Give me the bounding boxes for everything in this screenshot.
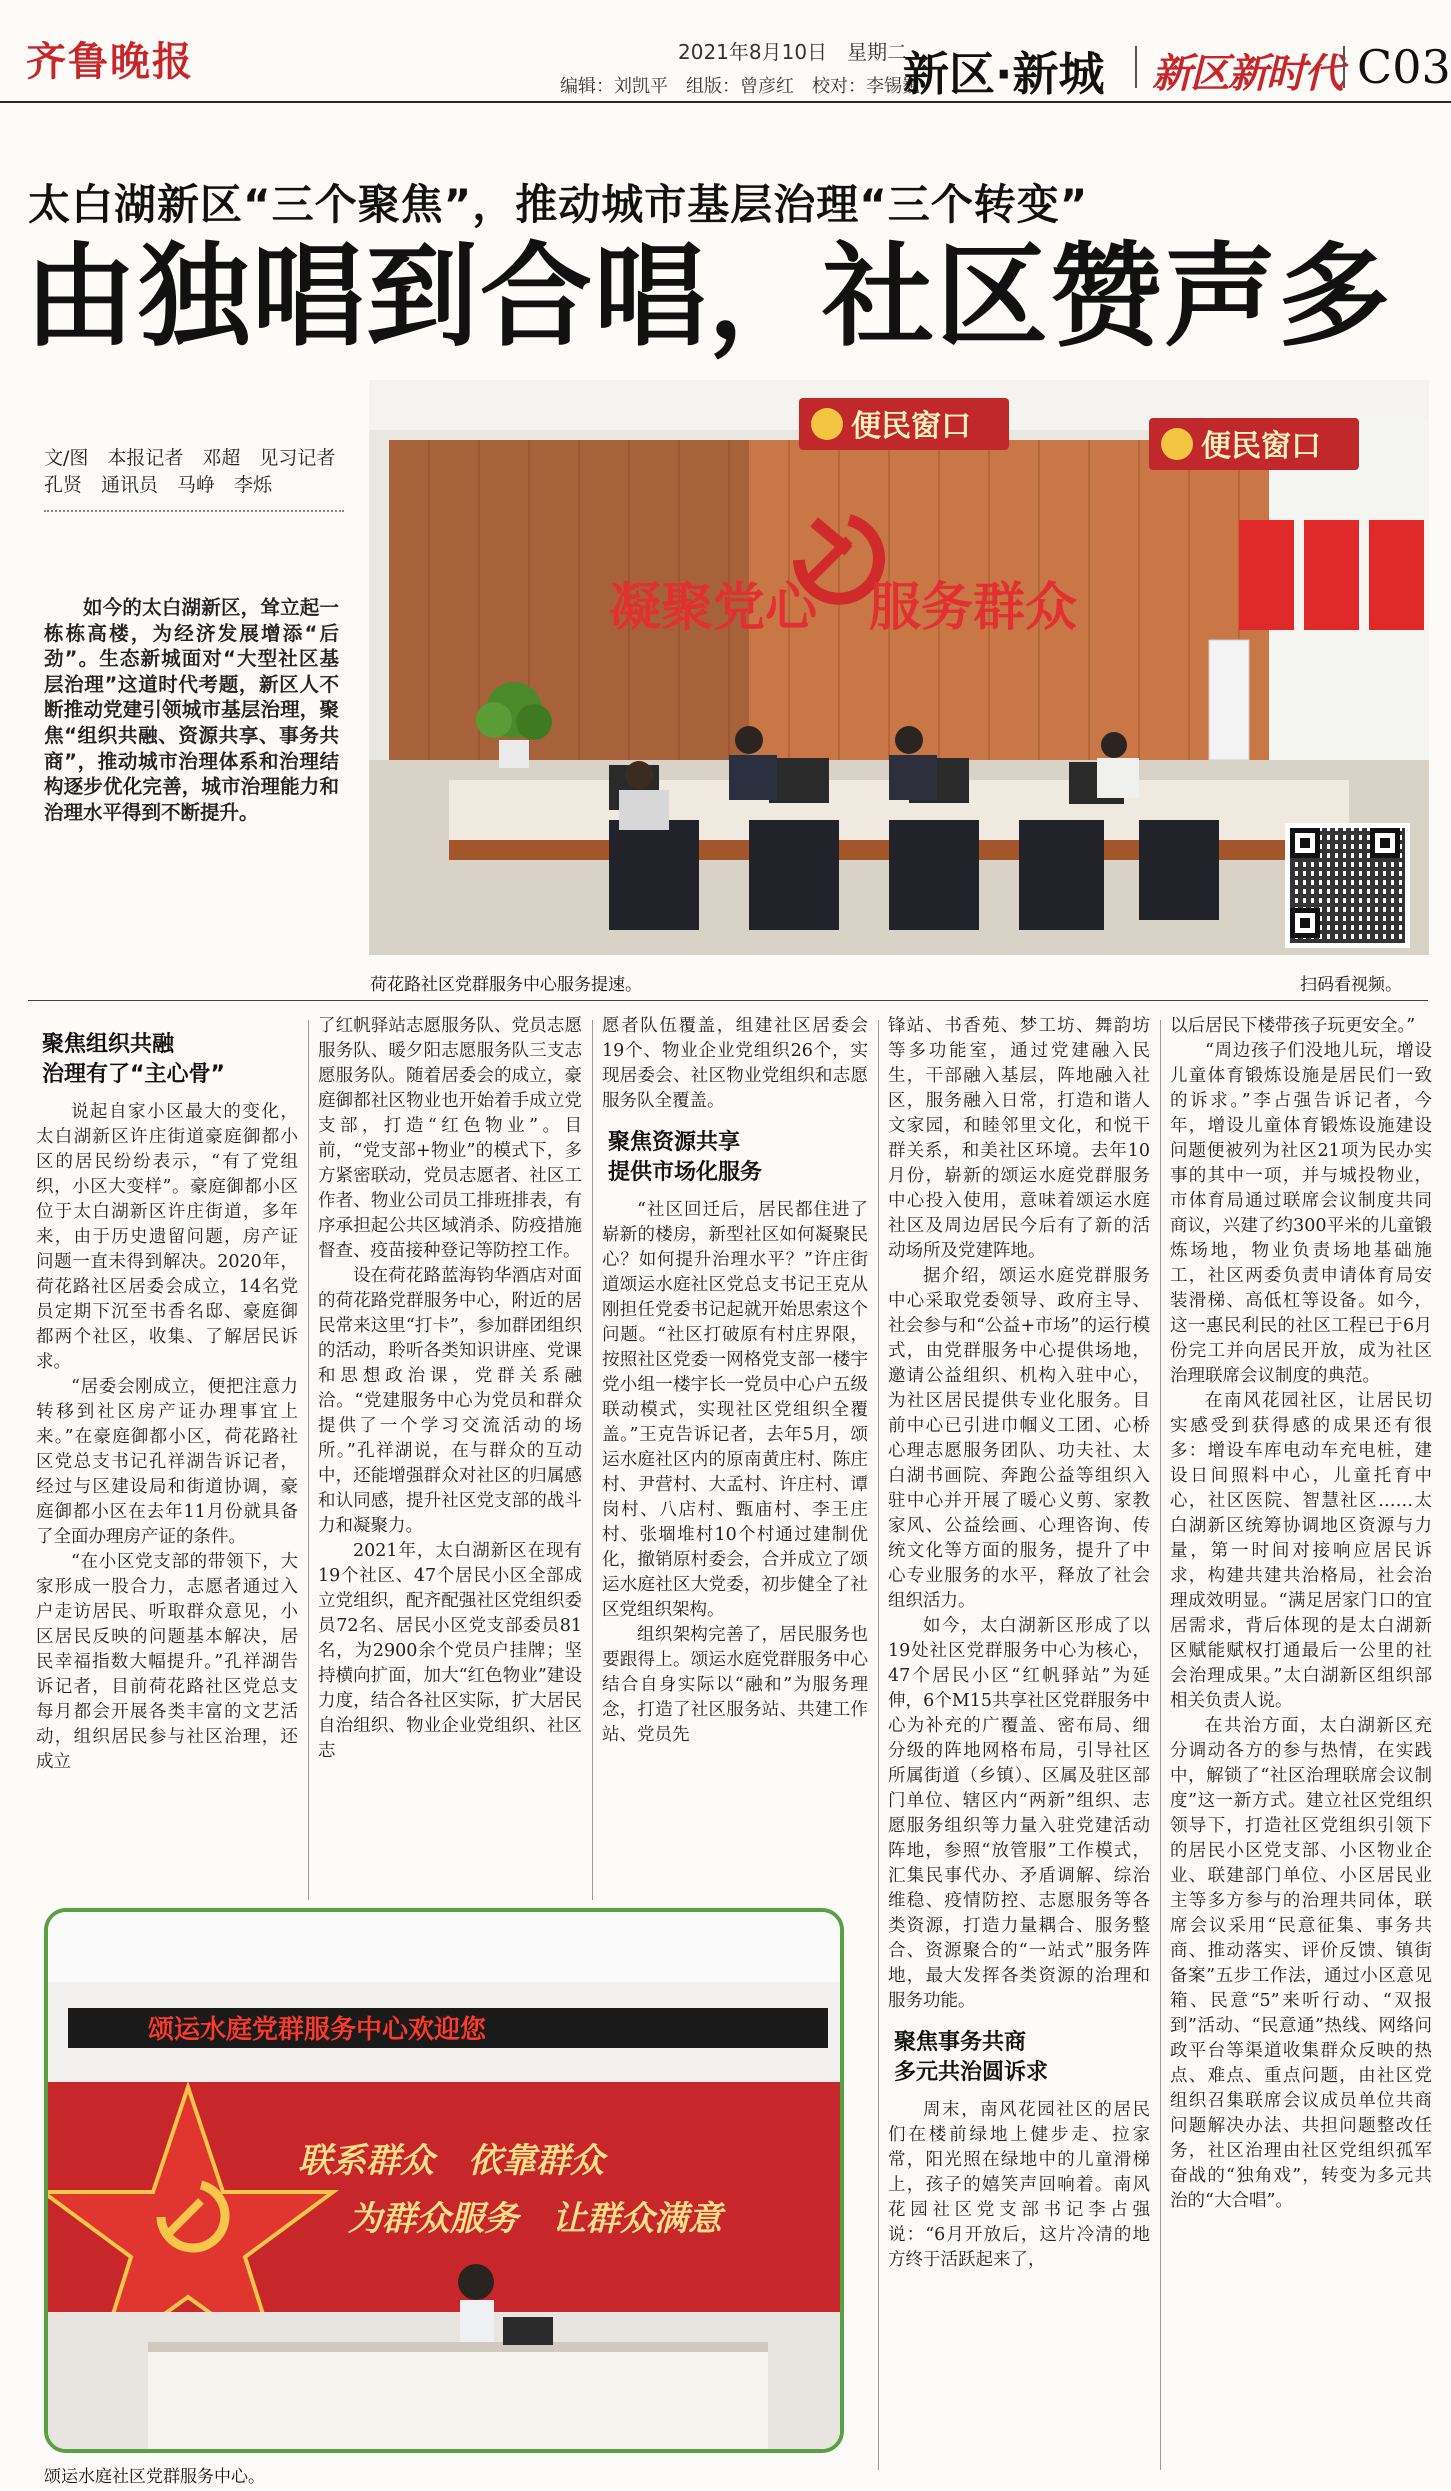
column-2: 了红帆驿站志愿服务队、党员志愿服务队、暖夕阳志愿服务队三支志愿服务队。随着居委会的成立，豪庭御都社区物业也开始着手成立党支部，打造“红色物业”。目前，“党支部+物业”的模式下，多方紧密联动，党员志愿者、社区工作者、物业公司员工排班排表，有序承担起公共区域消杀、防疫措施督查、疫苗接种登记等防控工作。 设在荷花路蓝海钧华酒店对面的荷花路党群服务中心，附近的居民常来这里“打卡”，参加群团组织的活动，聆听各类知识讲座、党课和思想政治课，党群关系融洽。“党建服务中心为党员和群众提供了一个学习交流活动的场所。”孔祥湖说，在与群众的互动中，还能增强群众对社区的归属感和认同感，提升社区党支部的战斗力和凝聚力。 2021年，太白湖新区在现有19个社区、47个居民小区全部成立党组织，配齐配强社区党组织委员72名、居民小区党支部委员81名，为2900余个党员户挂牌；坚持横向扩面，加大“红色物业”建设力度，结合各社区实际，扩大居民自治组织、物业企业党组织、社区志 [318,1016,582,1761]
column-4: 锋站、书香苑、梦工坊、舞韵坊等多功能室，通过党建融入民生，干部融入基层，阵地融入社区，服务融入日常，打造和谐人文家园，和睦邻里文化，和悦干群关系，和美社区环境。去年10月份，崭新的颂运水庭党群服务中心投入使用，意味着颂运水庭社区及周边居民今后有了新的活动场所及党建阵地。 据介绍，颂运水庭党群服务中心采取党委领导、政府主导、社会参与和“公益+市场”的运行模式，由党群服务中心提供场地，邀请公益组织、机构入驻中心，为社区居民提供专业化服务。目前中心已引进巾帼义工团、心桥心理志愿服务团队、功夫社、太白湖书画院、奔跑公益等组织入驻中心并开展了暖心义剪、家教家风、公益绘画、心理咨询、传统文化等方面的服务，提升了中心专业服务的水平，释放了社会组织活力。 如今，太白湖新区形成了以19处社区党群服务中心为核心，47个居民小区“红帆驿站”为延伸，6个M15共享社区党群服务中心为补充的广覆盖、密布局、细分级的阵地网格布局，引导社区所属街道（乡镇）、区属及驻区部门单位、辖区内“两新”组织、志愿服务组织等力量入驻党建活动阵地，参照“放管服”工作模式，汇集民事代办、矛盾调解、综治维稳、疫情防控、志愿服务等各类资源，打造力量耦合、服务整合、资源聚合的“一站式”服务阵地，最大发挥各类资源的治理和服务功能。 聚焦事务共商 多元共治圆诉求 周末，南风花园社区的居民们在楼前绿地上健步走、拉家常，阳光照在绿地中的儿童滑梯上，孩子的嬉笑声回响着。南风花园社区党支部书记李占强说：“6月开放后，这片冷清的地方终于活跃起来了， [888,1016,1150,2270]
lead-paragraph: 如今的太白湖新区，耸立起一栋栋高楼，为经济发展增添“后劲”。生态新城面对“大型社区基层治理”这道时代考题，新区人不断推动党建引领城市基层治理，聚焦“组织共融、资源共享、事务共商”，推动城市治理体系和治理结构逐步优化完善，城市治理能力和治理水平得到不断提升。 [44,596,339,824]
section-title: 新区·新城 [903,47,1105,101]
subhead-organization: 聚焦组织共融 治理有了“主心骨” [42,1032,225,1087]
column-5: 以后居民下楼带孩子玩更安全。” “周边孩子们没地儿玩，增设儿童体育锻炼设施是居民们一致的诉求。”李占强告诉记者，今年，增设儿童体育锻炼设施建设问题便被列为社区21项为民办实事的其中一项，并与城投物业，市体育局通过联席会议制度共同商议，兴建了约300平米的儿童锻炼场地，物业负责场地基础施工，社区两委负责申请体育局安装滑梯、高低杠等设备。如今，这一惠民利民的社区工程已于6月份完工并向居民开放，成为社区治理联席会议制度的典范。 在南风花园社区，让居民切实感受到获得感的成果还有很多：增设车库电动车充电桩，建设日间照料中心，儿童托育中心，社区医院、智慧社区……太白湖新区统筹协调地区资源与力量，第一时间对接响应居民诉求，构建共建共治格局，社会治理成效明显。“满足居家门口的宜居需求，背后体现的是太白湖新区赋能赋权打通最后一公里的社会治理成果。”太白湖新区组织部相关负责人说。 在共治方面，太白湖新区充分调动各方的参与热情，在实践中，解锁了“社区治理联席会议制度”这一新方式。建立社区党组织领导下，打造社区党组织引领下的居民小区党支部、小区物业企业、联建部门单位、小区居民业主等多方参与的治理共同体，联席会议采用“民意征集、事务共商、推动落实、评价反馈、镇街备案”五步工作法，通过小区意见箱、民意“5”来听行动、“双报到”活动、“民意通”热线、网络问政平台等渠道收集群众反映的热点、难点、重点问题，由社区党组织召集联席会议成员单位共商问题解决办法、共担问题整改任务，社区治理由社区党组织孤军奋战的“独角戏”，转变为多元共治的“大合唱”。 [1170,1016,1432,2211]
photo-songyun-center [44,1908,844,2453]
header-divider [1343,46,1345,88]
byline-rule [44,510,344,512]
editor-credits: 编辑：刘凯平 组版：曾彦红 校对：李锡巍 [560,76,920,97]
masthead: 齐鲁晚报 [26,38,194,85]
photo-top-caption: 荷花路社区党群服务中心服务提速。 [370,975,642,995]
column-divider [1160,1020,1161,2470]
page-number: C03 [1357,40,1451,94]
photo-songyun-center-image [48,1912,840,2449]
headline-main: 由独唱到合唱，社区赞声多 [24,232,1392,362]
sign-right: 便民窗口 [1201,429,1321,464]
header-divider [1135,46,1137,88]
subhead-affairs: 聚焦事务共商 多元共治圆诉求 [894,2030,1049,2085]
issue-date: 2021年8月10日 星期二 [678,40,908,64]
led-welcome-banner: 颂运水庭党群服务中心欢迎您 [148,2015,487,2045]
headline-subtitle: 太白湖新区“三个聚焦”，推动城市基层治理“三个转变” [28,180,1089,229]
slogan-line-1: 联系群众 依靠群众 [298,2141,604,2181]
column-divider [308,1020,309,1900]
section-rule [28,1000,1428,1001]
photo-bottom-caption: 颂运水庭社区党群服务中心。 [44,2467,265,2487]
column-divider [592,1020,593,1900]
slogan-line-2: 为群众服务 让群众满意 [348,2199,722,2239]
byline: 文/图 本报记者 邓超 见习记者 孔贤 通讯员 马峥 李烁 [44,447,336,496]
qr-caption: 扫码看视频。 [1300,975,1402,995]
photo-service-center [369,380,1429,955]
column-1: 聚焦组织共融 治理有了“主心骨” 说起自家小区最大的变化，太白湖新区许庄街道豪庭御都小区的居民纷纷表示，“有了党组织，小区大变样”。豪庭御都小区位于太白湖新区许庄街道，多年来，由于历史遗留问题，房产证问题一直未得到解决。2020年，荷花路社区居委会成立，14名党员定期下沉至书香名邸、豪庭御都两个社区，收集、了解居民诉求。 “居委会刚成立，便把注意力转移到社区房产证办理事宜上来。”在豪庭御都小区，荷花路社区党总支书记孔祥湖告诉记者，经过与区建设局和街道协调，豪庭御都小区在去年11月份就具备了全面办理房产证的条件。 “在小区党支部的带领下，大家形成一股合力，志愿者通过入户走访居民、听取群众意见，小区居民反映的问题基本解决，居民幸福指数大幅提升。”孔祥湖告诉记者，目前荷花路社区党总支每月都会开展各类丰富的文艺活动，组织居民参与社区治理，还成立 [36,1032,298,1772]
video-qr-code[interactable] [1285,823,1410,948]
column-3: 愿者队伍覆盖，组建社区居委会19个、物业企业党组织26个，实现居委会、社区物业党组织和志愿服务队全覆盖。 聚焦资源共享 提供市场化服务 “社区回迁后，居民都住进了崭新的楼房，新型社区如何凝聚民心？如何提升治理水平？”许庄街道颂运水庭社区党总支书记王克从刚担任党委书记起就开始思索这个问题。“社区打破原有村庄界限，按照社区党委一网格党支部一楼宇党小组一楼宇长一党员中心户五级联动模式，实现社区党组织全覆盖。”王克告诉记者，去年5月，颂运水庭社区内的原南黄庄村、陈庄村、尹营村、大孟村、许庄村、谭岗村、八店村、甄庙村、李王庄村、张堌堆村10个村通过建制优化，撤销原村委会，合并成立了颂运水庭社区大党委，初步健全了社区党组织架构。 组织架构完善了，居民服务也要跟得上。颂运水庭党群服务中心结合自身实际以“融和”为服务理念，打造了社区服务站、共建工作站、党员先 [602,1016,868,1745]
section-logo: 新区新时代 [1152,50,1342,97]
sign-left: 便民窗口 [851,409,971,444]
wall-slogan: 凝聚党心 服务群众 [609,578,1078,638]
page-header [0,0,1451,103]
column-divider [878,1020,879,2470]
subhead-resources: 聚焦资源共享 提供市场化服务 [608,1130,763,1185]
photo-service-center-image [369,380,1429,955]
